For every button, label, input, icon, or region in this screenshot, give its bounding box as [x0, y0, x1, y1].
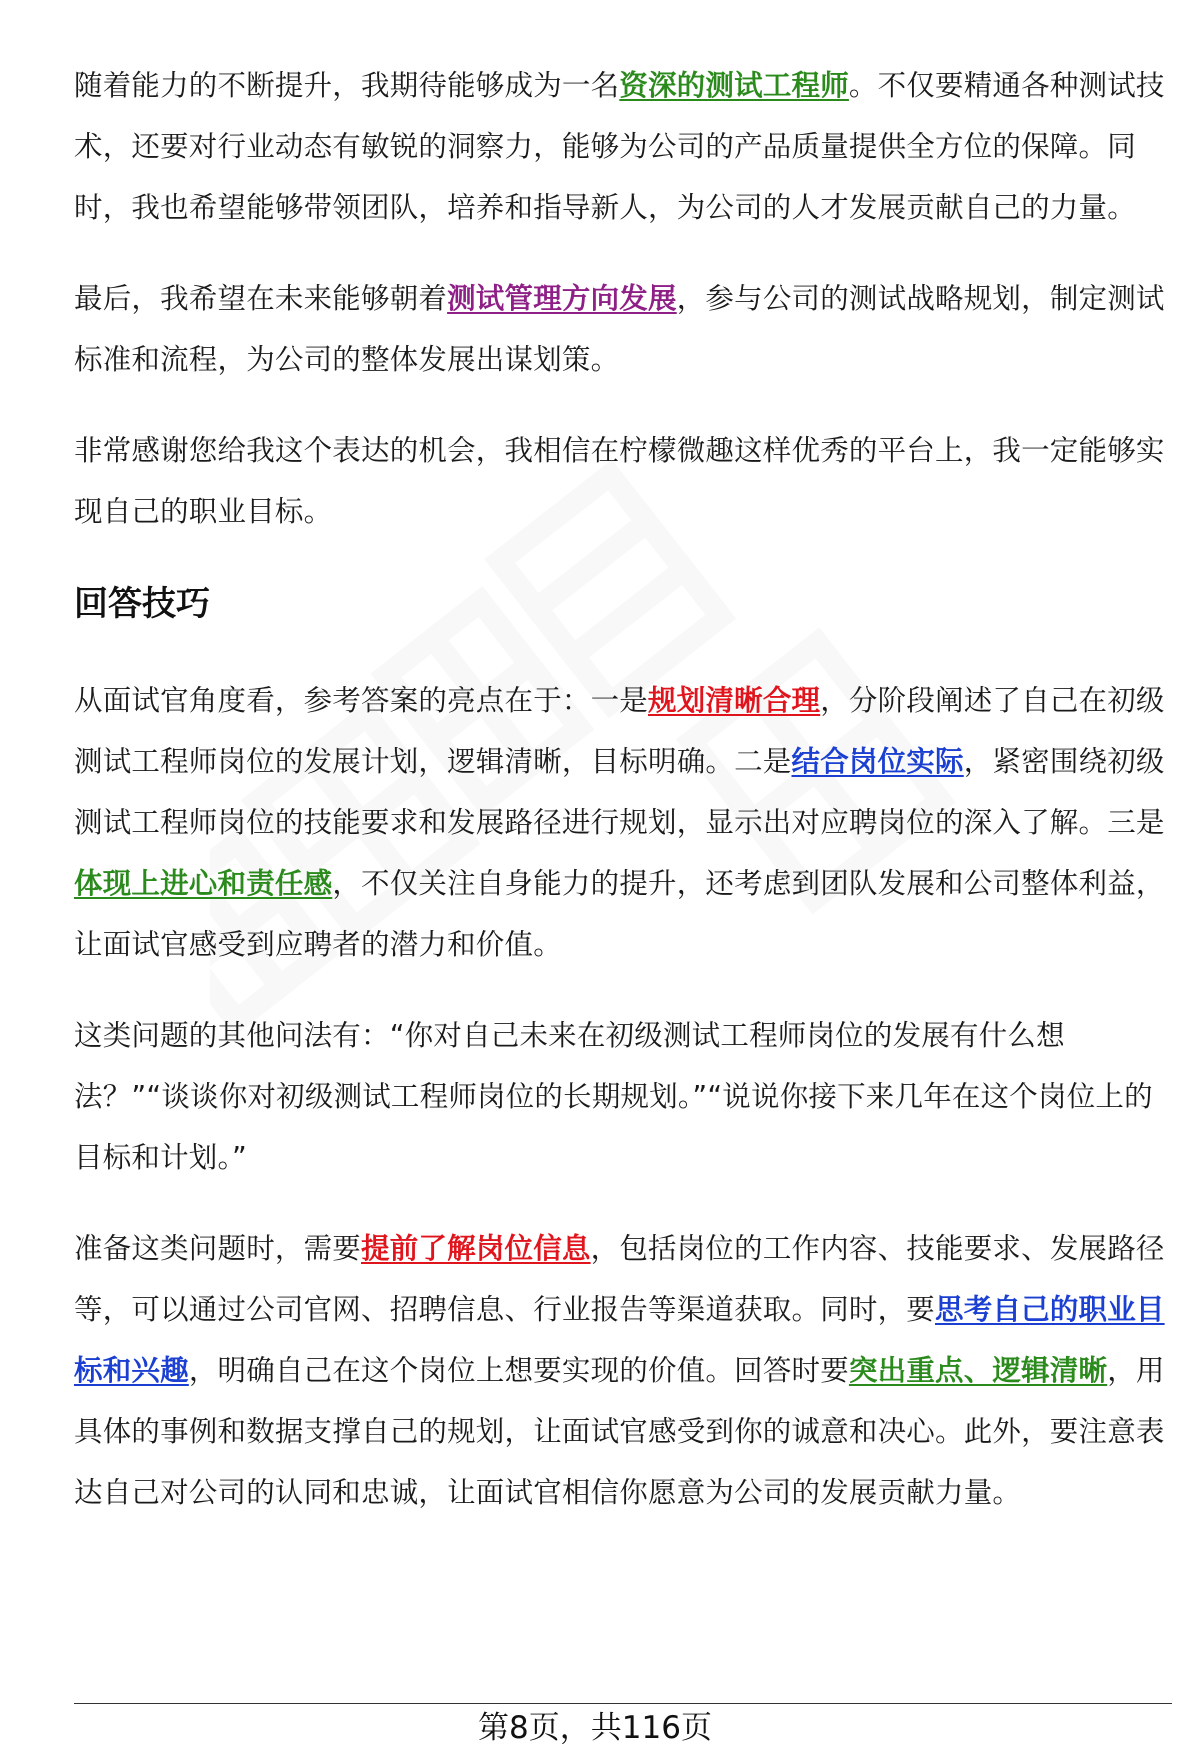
highlighted-phrase: 资深的测试工程师	[619, 69, 849, 102]
highlighted-phrase: 思考自己的职业目标和兴趣	[74, 1293, 1165, 1387]
tips-paragraph-2	[74, 1005, 1172, 1188]
paragraph-text: ，用具体的事例和数据支撑自己的规划，让面试官感受到你的诚意和决心。此外，要注意表达自己对公司的认同和忠诚，让面试官相信你愿意为公司的发展贡献力量。	[74, 1354, 1165, 1509]
tips-body	[74, 670, 1172, 1523]
highlighted-phrase: 提前了解岗位信息	[361, 1232, 591, 1265]
answer-body	[74, 55, 1172, 542]
section-heading: 回答技巧	[74, 584, 210, 624]
highlighted-phrase: 结合岗位实际	[791, 745, 964, 778]
paragraph-text: 从面试官角度看，参考答案的亮点在于：一是	[74, 684, 649, 717]
paragraph-text: ，分阶段阐述了自己在初级测试工程师岗位的发展计划，逻辑清晰，目标明确。二是	[74, 684, 1165, 778]
highlighted-phrase: 规划清晰合理	[648, 684, 821, 717]
highlighted-phrase: 体现上进心和责任感	[74, 867, 333, 900]
paragraph-text: 这类问题的其他问法有：“你对自己未来在初级测试工程师岗位的发展有什么想法？”“谈谈你对初级测试工程师岗位的长期规划。”“说说你接下来几年在这个岗位上的目标和计划。”	[74, 1019, 1153, 1174]
paragraph-text: ，参与公司的测试战略规划，制定测试标准和流程，为公司的整体发展出谋划策。	[74, 282, 1165, 376]
highlighted-phrase: 测试管理方向发展	[447, 282, 677, 315]
paragraph-text: 随着能力的不断提升，我期待能够成为一名	[74, 69, 620, 102]
tips-paragraph-3	[74, 1218, 1172, 1523]
footer-divider	[74, 1703, 1172, 1704]
page-content	[74, 55, 1172, 1553]
tips-paragraph-1	[74, 670, 1172, 975]
paragraph-text: ，明确自己在这个岗位上想要实现的价值。回答时要	[188, 1354, 849, 1387]
answer-paragraph-1	[74, 55, 1172, 238]
page-number: 第8页，共116页	[478, 1710, 712, 1746]
paragraph-text: 。不仅要精通各种测试技术，还要对行业动态有敏锐的洞察力，能够为公司的产品质量提供全方位的保障。同时，我也希望能够带领团队，培养和指导新人，为公司的人才发展贡献自己的力量。	[74, 69, 1165, 224]
answer-paragraph-3	[74, 420, 1172, 542]
answer-paragraph-2	[74, 268, 1172, 390]
paragraph-text: ，紧密围绕初级测试工程师岗位的技能要求和发展路径进行规划，显示出对应聘岗位的深入了解。三是	[74, 745, 1165, 839]
paragraph-text: 最后，我希望在未来能够朝着	[74, 282, 448, 315]
paragraph-text: 准备这类问题时，需要	[74, 1232, 362, 1265]
paragraph-text: 非常感谢您给我这个表达的机会，我相信在柠檬微趣这样优秀的平台上，我一定能够实现自己的职业目标。	[74, 434, 1165, 528]
highlighted-phrase: 突出重点、逻辑清晰	[848, 1354, 1108, 1387]
paragraph-text: ，包括岗位的工作内容、技能要求、发展路径等，可以通过公司官网、招聘信息、行业报告等渠道获取。同时，要	[74, 1232, 1165, 1326]
paragraph-text: ，不仅关注自身能力的提升，还考虑到团队发展和公司整体利益，让面试官感受到应聘者的潜力和价值。	[74, 867, 1165, 961]
